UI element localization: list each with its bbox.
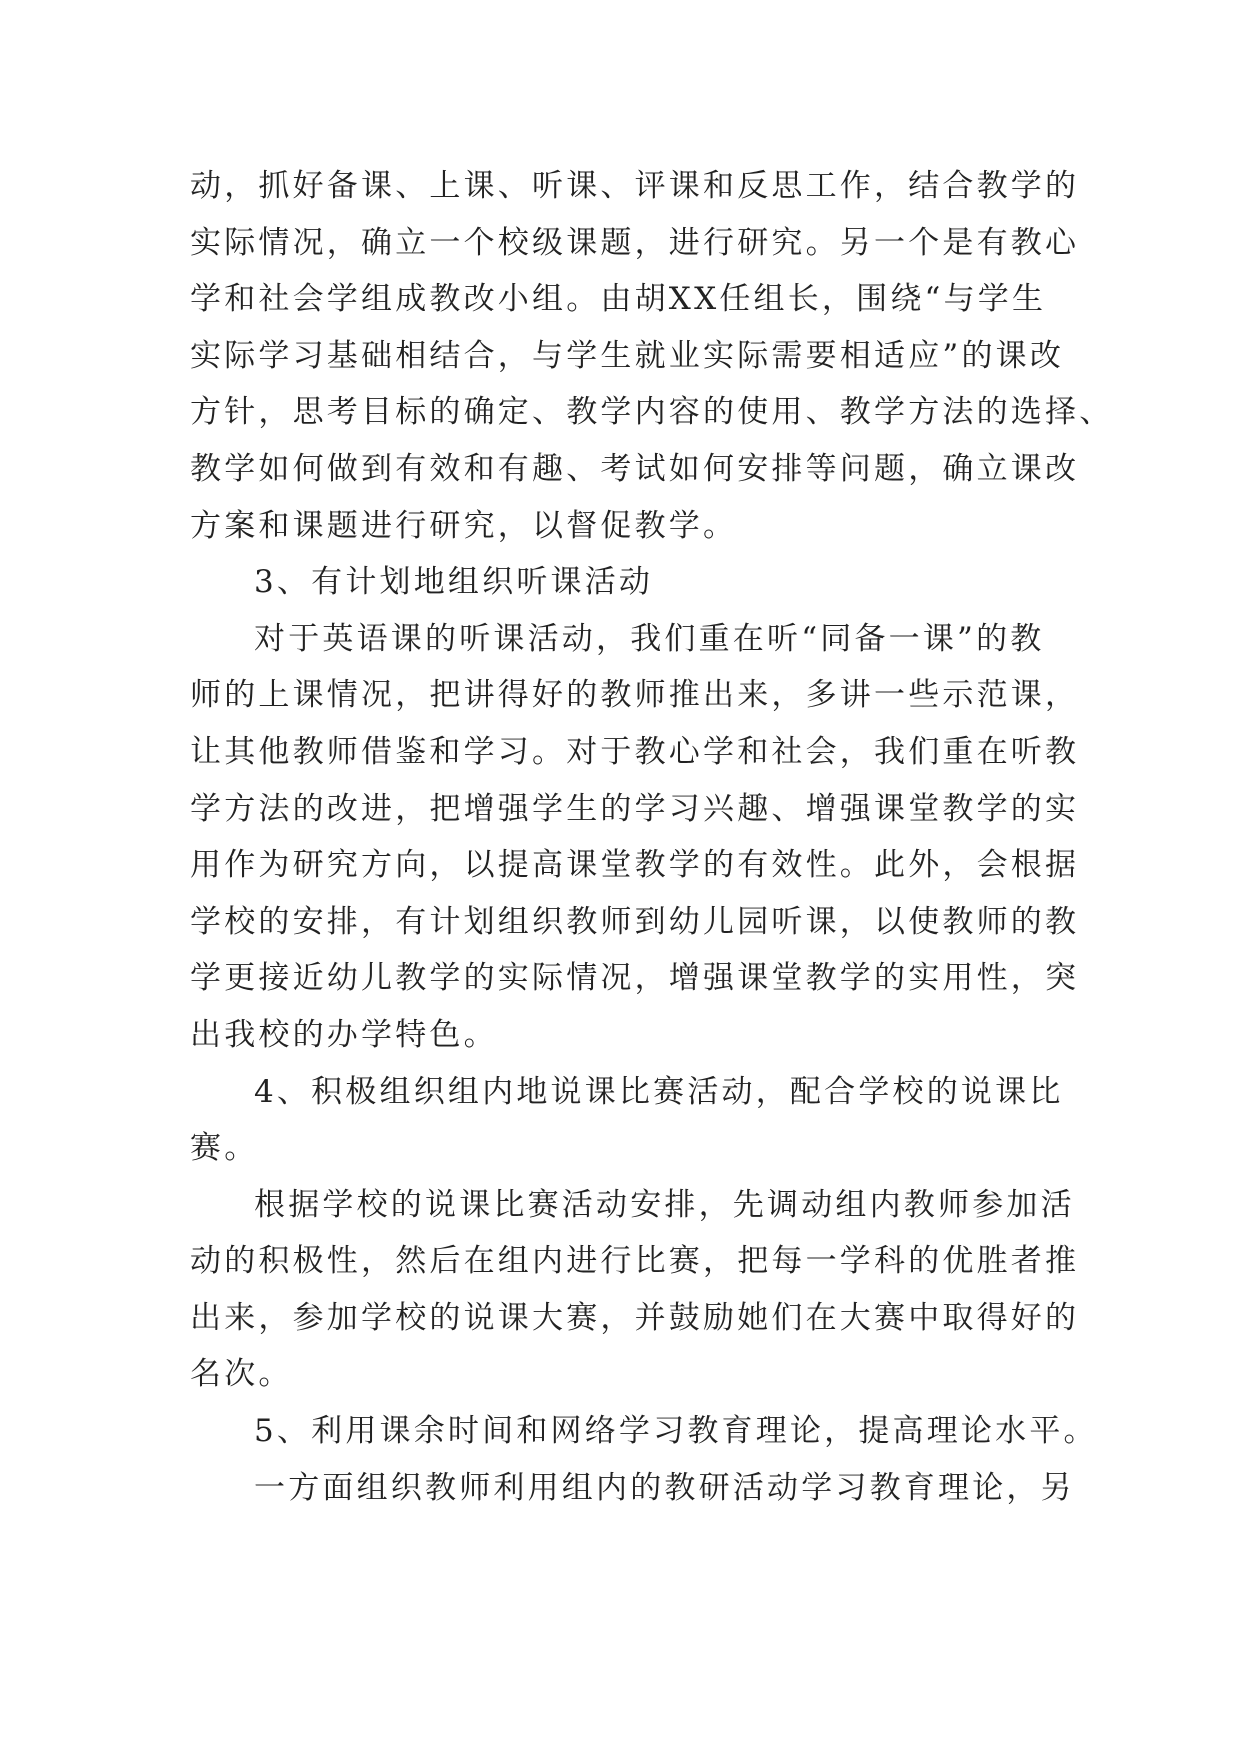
body-text xyxy=(190,158,1114,1516)
text-line: 用作为研究方向，以提高课堂教学的有效性。此外，会根据 xyxy=(190,847,1080,884)
text-line: 学校的安排，有计划组织教师到幼儿园听课，以使教师的教 xyxy=(190,903,1080,940)
text-line: 实际情况，确立一个校级课题，进行研究。另一个是有教心 xyxy=(190,224,1080,261)
text-line: 根据学校的说课比赛活动安排，先调动组内教师参加活 xyxy=(254,1186,1075,1223)
text-line: 学和社会学组成教改小组。由胡XX任组长，围绕“与学生 xyxy=(190,281,1047,318)
text-line: 师的上课情况，把讲得好的教师推出来，多讲一些示范课， xyxy=(190,677,1080,714)
text-line: 方案和课题进行研究，以督促教学。 xyxy=(190,507,738,544)
text-line: 动，抓好备课、上课、听课、评课和反思工作，结合教学的 xyxy=(190,168,1080,204)
text-line: 学更接近幼儿教学的实际情况，增强课堂教学的实用性，突 xyxy=(190,960,1080,997)
text-line: 对于英语课的听课活动，我们重在听“同备一课”的教 xyxy=(254,620,1045,657)
text-line: 一方面组织教师利用组内的教研活动学习教育理论，另 xyxy=(254,1469,1075,1506)
text-line: 赛。 xyxy=(190,1130,259,1167)
text-line: 方针，思考目标的确定、教学内容的使用、教学方法的选择、 xyxy=(190,394,1114,431)
text-line: 学方法的改进，把增强学生的学习兴趣、增强课堂教学的实 xyxy=(190,790,1080,827)
text-line: 动的积极性，然后在组内进行比赛，把每一学科的优胜者推 xyxy=(190,1243,1080,1280)
text-line: 教学如何做到有效和有趣、考试如何安排等问题，确立课改 xyxy=(190,450,1080,487)
text-line: 5、利用课余时间和网络学习教育理论，提高理论水平。 xyxy=(254,1413,1098,1450)
text-line: 出我校的办学特色。 xyxy=(190,1016,498,1053)
text-line: 让其他教师借鉴和学习。对于教心学和社会，我们重在听教 xyxy=(190,733,1080,770)
text-line: 实际学习基础相结合，与学生就业实际需要相适应”的课改 xyxy=(190,337,1065,374)
text-line: 名次。 xyxy=(190,1356,293,1393)
text-line: 出来，参加学校的说课大赛，并鼓励她们在大赛中取得好的 xyxy=(190,1299,1080,1336)
text-line: 4、积极组织组内地说课比赛活动，配合学校的说课比 xyxy=(254,1073,1064,1110)
text-line: 3、有计划地组织听课活动 xyxy=(254,564,654,601)
